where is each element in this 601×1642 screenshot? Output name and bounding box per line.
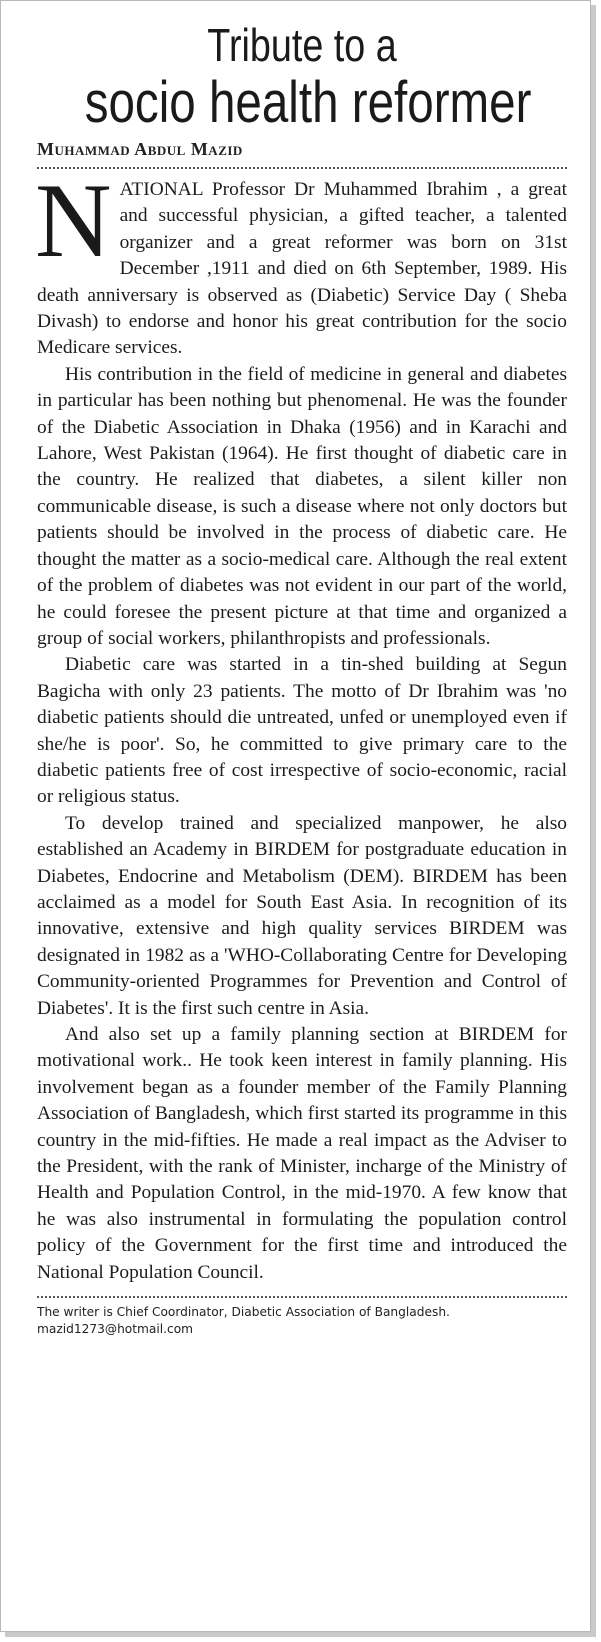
paragraph-3: Diabetic care was started in a tin-shed building at Segun Bagicha with only 23 patients. The motto of Dr Ibrahim was 'no diabetic patients should die untreated, unfed or unemployed even if she/he is poor'. So, he committed to give primary care to the diabetic patients free of cost irrespective of socio-economic, racial or religious status. (37, 654, 567, 808)
article-body (35, 162, 567, 1286)
headline-line-2: socio health reformer (84, 70, 532, 135)
article (37, 1, 567, 1338)
author-email: mazid1273@hotmail.com (37, 1322, 194, 1337)
drop-cap: N (35, 162, 112, 279)
paragraph-1 (35, 162, 567, 362)
headline-line-1: Tribute to a (207, 19, 397, 71)
paragraph-4: To develop trained and specialized manpower, he also established an Academy in BIRDEM for postgraduate education in Diabetes, Endocrine and Metabolism (DEM). BIRDEM has been acclaimed as a model for South East Asia. In recognition of its innovative, extensive and high quality services BIRDEM was designated in 1982 as a 'WHO-Collaborating Centre for Developing Community-oriented Programmes for Prevention and Control of Diabetes'. It is the first such centre in Asia. (37, 812, 567, 1019)
paragraph-5: And also set up a family planning section at BIRDEM for motivational work.. He took keen interest in family planning. His involvement began as a founder member of the Family Planning Association of Bangladesh, which first started its programme in this country in the mid-fifties. He made a real impact as the Adviser to the President, with the rank of Minister, incharge of the Ministry of Health and Population Control, in the mid-1970. A few know that he was also instrumental in formulating the population control policy of the Government for the first time and introduced the National Population Council. (37, 1024, 567, 1283)
byline: Muhammad Abdul Mazid (37, 139, 243, 159)
footer-divider (37, 1296, 567, 1298)
paragraph-2: His contribution in the field of medicine in general and diabetes in particular has been nothing but phenomenal. He was the founder of the Diabetic Association in Dhaka (1956) and in Karachi and Lahore, West Pakistan (1964). He first thought of diabetic care in the country. He realized that diabetes, a silent killer non communicable disease, is such a disease where not only doctors but patients should be involved in the process of diabetic care. He thought the matter as a socio-medical care. Although the real extent of the problem of diabetes was not evident in our part of the world, he could foresee the present picture at that time and organized a group of social workers, philanthropists and professionals. (37, 363, 567, 649)
author-note (37, 1304, 567, 1338)
byline-divider (37, 167, 567, 169)
author-note-line: The writer is Chief Coordinator, Diabetic Association of Bangladesh. (37, 1305, 450, 1320)
paragraph-1-text: ATIONAL Professor Dr Muhammed Ibrahim , a great and successful physician, a gifted teacher, a talented organizer and a great reformer was born on 31st December ,1911 and died on 6th September, 1989. His death anniversary is observed as (Diabetic) Service Day ( Sheba Divash) to endorse and honor his great contribution for the socio Medicare services. (37, 179, 567, 359)
